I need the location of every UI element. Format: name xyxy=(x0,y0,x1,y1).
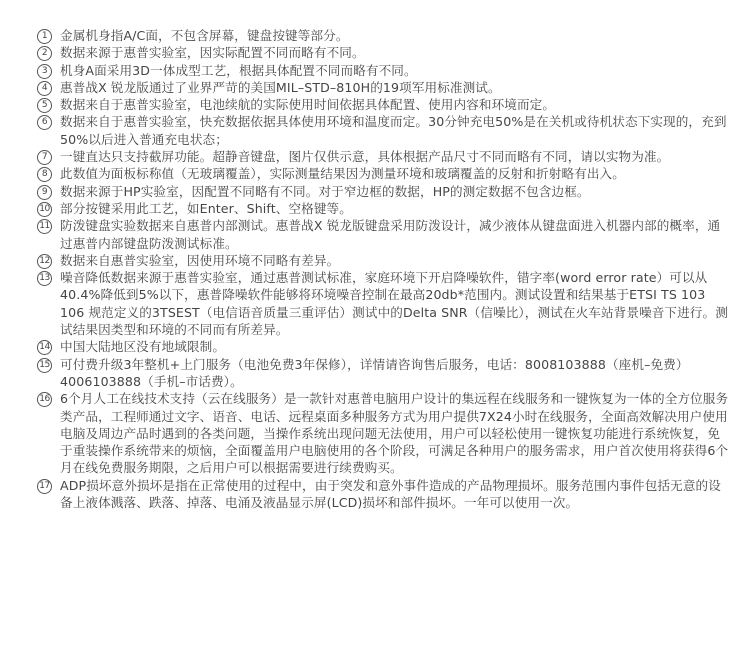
footnote-text: 机身A面采用3D一体成型工艺，根据具体配置不同而略有不同。 xyxy=(60,62,417,78)
footnote-item xyxy=(37,183,730,200)
footnote-item xyxy=(37,27,730,44)
footnote-number: 6 xyxy=(37,115,52,130)
footnote-text: ADP损坏意外损坏是指在正常使用的过程中，由于突发和意外事件造成的产品物理损坏。服务范围内事件包括无意的设备上液体溅落、跌落、掉落、电涌及液晶显示屏(LCD)损坏和部件损坏。一年可以使用一次。 xyxy=(60,477,721,511)
footnote-number: 3 xyxy=(37,64,52,79)
footnote-item xyxy=(37,113,730,148)
footnote-item xyxy=(37,79,730,96)
footnote-number: 10 xyxy=(37,202,52,217)
footnote-item xyxy=(37,269,730,338)
footnote-number: 8 xyxy=(37,167,52,182)
footnote-item xyxy=(37,477,730,512)
footnote-number: 1 xyxy=(37,29,52,44)
footnote-number: 15 xyxy=(37,358,52,373)
footnote-number: 12 xyxy=(37,254,52,269)
footnote-item xyxy=(37,44,730,61)
footnote-number: 9 xyxy=(37,185,52,200)
footnote-text: 可付费升级3年整机+上门服务（电池免费3年保修），详情请咨询售后服务，电话：8008103888（座机–免费） 4006103888（手机–市话费）。 xyxy=(60,356,695,389)
footnote-item xyxy=(37,148,730,165)
footnote-item xyxy=(37,62,730,79)
footnote-item xyxy=(37,200,730,217)
footnote-number: 16 xyxy=(37,392,52,407)
footnote-number: 5 xyxy=(37,98,52,113)
footnote-text: 数据来源于惠普实验室，因实际配置不同而略有不同。 xyxy=(60,45,365,61)
footnote-number: 14 xyxy=(37,340,52,355)
footnote-number: 2 xyxy=(37,46,52,61)
footnote-number: 11 xyxy=(37,219,52,234)
footnote-item xyxy=(37,165,730,182)
footnote-number: 17 xyxy=(37,479,52,494)
footnote-text: 惠普战X 锐龙版通过了业界严苛的美国MIL–STD–810H的19项军用标准测试。 xyxy=(60,79,501,95)
footnote-text: 此数值为面板标称值（无玻璃覆盖），实际测量结果因为测量环境和玻璃覆盖的反射和折射略有出入。 xyxy=(60,166,625,182)
footnote-item xyxy=(37,356,730,391)
footnote-item xyxy=(37,338,730,355)
footnote-text: 数据来自惠普实验室，因使用环境不同略有差异。 xyxy=(60,252,340,268)
footnote-text: 金属机身指A/C面，不包含屏幕，键盘按键等部分。 xyxy=(60,28,349,43)
footnote-item xyxy=(37,217,730,252)
footnote-number: 13 xyxy=(37,271,52,286)
footnote-item xyxy=(37,96,730,113)
footnote-text: 6个月人工在线技术支持（云在线服务）是一款针对惠普电脑用户设计的集远程在线服务和一键恢复为一体的全方位服务类产品，工程师通过文字、语音、电话、远程桌面多种服务方式为用户提供7X24小时在线服务，全面高效解决用户使用电脑及周边产品时遇到的各类问题，当操作系统出现问题无法使用，用户可以轻松使用一键恢复功能进行系统恢复，免于重装操作系统带来的烦恼，全面覆盖用户电脑使用的各个阶段，可满足各种用户的服务需求，用户首次使用将获得6个月在线免费服务期限，之后用户可以根据需要进行续费购买。 xyxy=(60,391,729,476)
footnote-number: 7 xyxy=(37,150,52,165)
footnote-text: 噪音降低数据来源于惠普实验室，通过惠普测试标准，家庭环境下开启降噪软件，错字率(word error rate）可以从40.4%降低到5%以下，惠普降噪软件能够将环境噪音控制在最高20db*范围内。测试设置和结果基于ETSI TS 103 106 规范定义的3TSEST（电信语音质量三重评估）测试中的Delta SNR（信噪比），测试在火车站背景噪音下进行。测试结果因类型和环境的不同而有所差异。 xyxy=(60,270,728,338)
footnote-text: 数据来源于HP实验室，因配置不同略有不同。对于窄边框的数据，HP的测定数据不包含边框。 xyxy=(60,183,590,199)
footnote-item xyxy=(37,252,730,269)
footnote-text: 一键直达只支持截屏功能。超静音键盘，图片仅供示意，具体根据产品尺寸不同而略有不同，请以实物为准。 xyxy=(60,149,670,165)
footnote-text: 数据来自于惠普实验室，快充数据依据具体使用环境和温度而定。30分钟充电50%是在关机或待机状态下实现的，充到50%以后进入普通充电状态； xyxy=(60,114,727,147)
footnote-text: 部分按键采用此工艺，如Enter、Shift、空格键等。 xyxy=(60,200,352,216)
footnote-text: 中国大陆地区没有地域限制。 xyxy=(60,339,226,355)
footnote-number: 4 xyxy=(37,81,52,96)
footnote-text: 防泼键盘实验数据来自惠普内部测试。惠普战X 锐龙版键盘采用防泼设计，减少液体从键盘面进入机器内部的概率，通过惠普内部键盘防泼测试标准。 xyxy=(60,218,721,251)
footnote-item xyxy=(37,390,730,476)
footnote-text: 数据来自于惠普实验室，电池续航的实际使用时间依据具体配置、使用内容和环境而定。 xyxy=(60,97,556,113)
